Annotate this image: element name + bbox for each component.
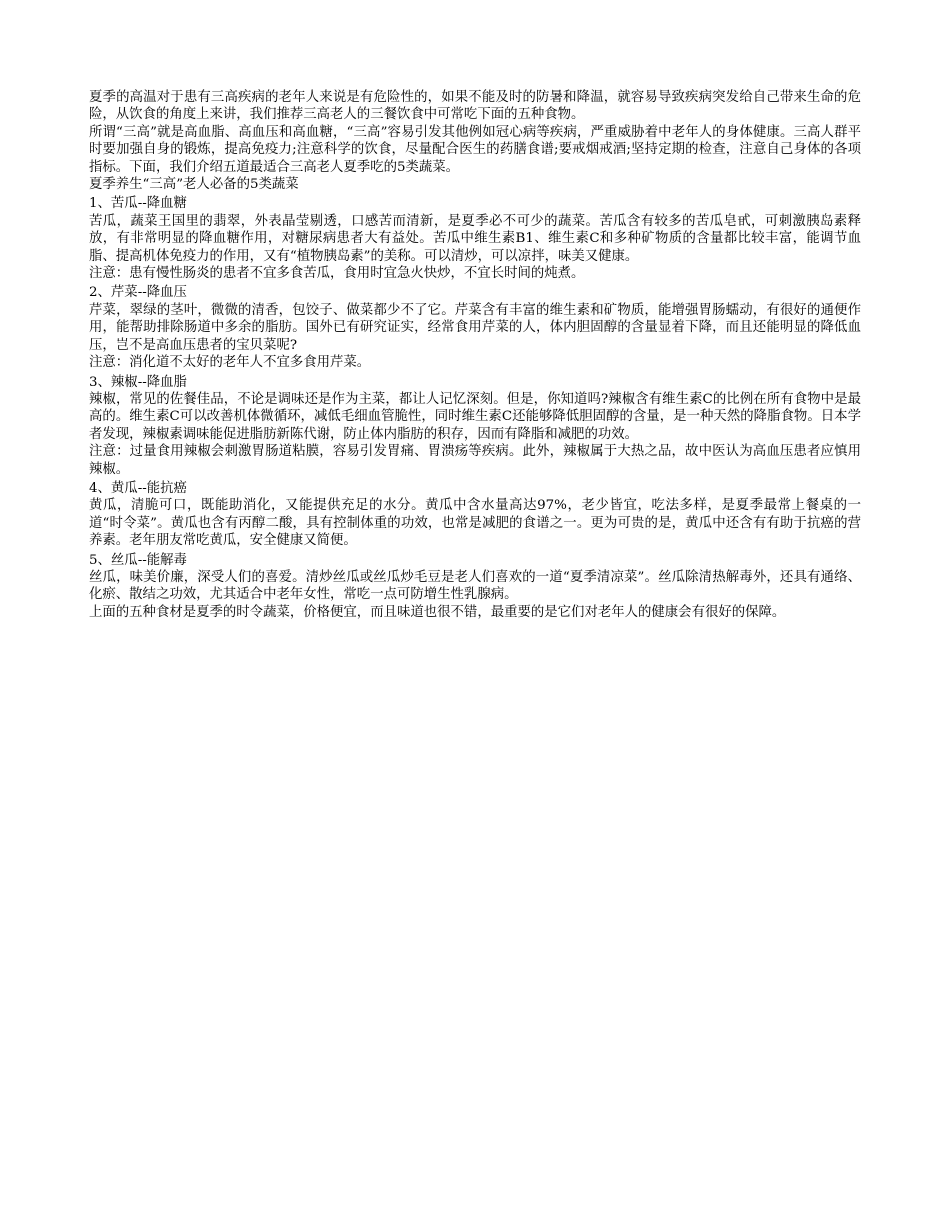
celery-paragraph: 芹菜，翠绿的茎叶，微微的清香，包饺子、做菜都少不了它。芹菜含有丰富的维生素和矿物质，能增强胃肠蠕动，有很好的通便作用，能帮助排除肠道中多余的脂肪。国外已有研究证实，经常食用芹菜的人，体内胆固醇的含量显着下降，而且还能明显的降低血压，岂不是高血压患者的宝贝菜呢? [89,302,861,353]
chili-paragraph: 辣椒，常见的佐餐佳品，不论是调味还是作为主菜，都让人记忆深刻。但是，你知道吗?辣椒含有维生素C的比例在所有食物中是最高的。维生素C可以改善机体微循环，减低毛细血管脆性，同时维生素C还能够降低胆固醇的含量，是一种天然的降脂食物。日本学者发现，辣椒素调味能促进脂肪新陈代谢，防止体内脂肪的积存，因而有降脂和减肥的功效。 [89,391,861,442]
section-heading-celery: 2、芹菜--降血压 [89,285,187,301]
chili-note: 注意：过量食用辣椒会刺激胃肠道粘膜，容易引发胃痛、胃溃疡等疾病。此外，辣椒属于大热之品，故中医认为高血压患者应慎用辣椒。 [89,444,861,477]
bitter-melon-paragraph: 苦瓜，蔬菜王国里的翡翠，外表晶莹剔透，口感苦而清新，是夏季必不可少的蔬菜。苦瓜含有较多的苦瓜皂甙，可刺激胰岛素释放，有非常明显的降血糖作用，对糖尿病患者大有益处。苦瓜中维生素B1、维生素C和多种矿物质的含量都比较丰富，能调节血脂、提高机体免疫力的作用，又有“植物胰岛素”的美称。可以清炒，可以凉拌，味美又健康。 [89,213,861,264]
bitter-melon-note: 注意：患有慢性肠炎的患者不宜多食苦瓜，食用时宜急火快炒，不宜长时间的炖煮。 [89,266,585,282]
cucumber-paragraph: 黄瓜，清脆可口，既能助消化，又能提供充足的水分。黄瓜中含水量高达97%，老少皆宜，吃法多样，是夏季最常上餐桌的一道“时令菜”。黄瓜也含有丙醇二酸，具有控制体重的功效，也常是减肥的食谱之一。更为可贵的是，黄瓜中还含有有助于抗癌的营养素。老年朋友常吃黄瓜，安全健康又简便。 [89,498,861,549]
section-heading-chili: 3、辣椒--降血脂 [89,374,187,390]
section-heading-cucumber: 4、黄瓜--能抗癌 [89,480,187,496]
three-highs-definition-paragraph: 所谓“三高”就是高血脂、高血压和高血糖，“三高”容易引发其他例如冠心病等疾病，严重威胁着中老年人的身体健康。三高人群平时要加强自身的锻炼，提高免疫力;注意科学的饮食，尽量配合医生的药膳食谱;要戒烟戒酒;坚持定期的检查，注意自己身体的各项指标。下面，我们介绍五道最适合三高老人夏季吃的5类蔬菜。 [89,124,861,175]
document-body [89,89,861,621]
luffa-paragraph: 丝瓜，味美价廉，深受人们的喜爱。清炒丝瓜或丝瓜炒毛豆是老人们喜欢的一道“夏季清凉菜”。丝瓜除清热解毒外，还具有通络、化瘀、散结之功效，尤其适合中老年女性，常吃一点可防增生性乳腺病。 [89,569,861,603]
celery-note: 注意：消化道不太好的老年人不宜多食用芹菜。 [89,355,371,371]
article-subtitle: 夏季养生“三高”老人必备的5类蔬菜 [89,177,299,193]
section-heading-luffa: 5、丝瓜--能解毒 [89,552,187,568]
conclusion-paragraph: 上面的五种食材是夏季的时令蔬菜，价格便宜，而且味道也很不错，最重要的是它们对老年人的健康会有很好的保障。 [89,604,786,620]
section-heading-bitter-melon: 1、苦瓜--降血糖 [89,196,187,212]
intro-paragraph: 夏季的高温对于患有三高疾病的老年人来说是有危险性的，如果不能及时的防暑和降温，就容易导致疾病突发给自己带来生命的危险，从饮食的角度上来讲，我们推荐三高老人的三餐饮食中可常吃下面的五种食物。 [89,90,861,123]
